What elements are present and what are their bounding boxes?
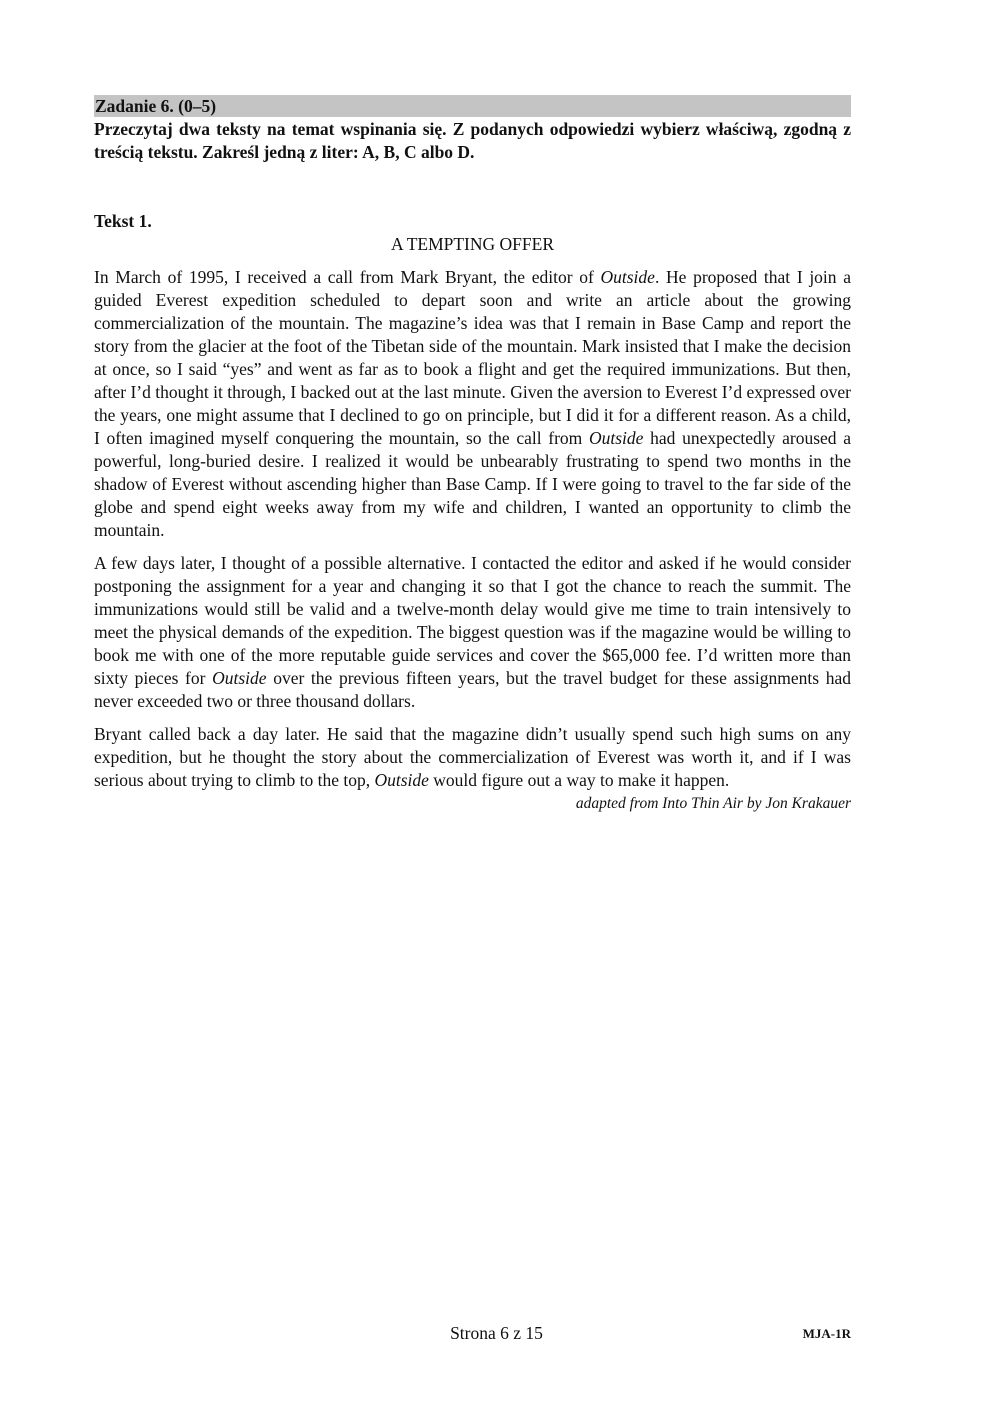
paragraph-1-part-1: In March of 1995, I received a call from Mark Bryant, the editor of	[94, 267, 601, 287]
paragraph-3-part-1: Bryant called back a day later. He said that the magazine didn’t usually spend such high sums on any expedition, but he thought the story about the commercialization of Everest was worth it, and if I was serious about trying to climb to the top,	[94, 724, 851, 790]
exam-code: MJA-1R	[802, 1326, 851, 1341]
magazine-name: Outside	[600, 267, 655, 287]
paragraph-1	[94, 266, 851, 542]
paragraph-2-part-1: A few days later, I thought of a possible alternative. I contacted the editor and asked if he would consider postponing the assignment for a year and changing it so that I got the chance to reach the summit. The immunizations would still be valid and a twelve-month delay would give me time to train intensively to meet the physical demands of the expedition. The biggest question was if the magazine would be willing to book me with one of the more reputable guide services and cover the $65,000 fee. I’d written more than sixty pieces for	[94, 553, 851, 688]
page-number: Strona 6 z 15	[450, 1323, 543, 1343]
task-header: Zadanie 6. (0–5)	[94, 95, 851, 117]
magazine-name: Outside	[589, 428, 644, 448]
paragraph-2	[94, 552, 851, 713]
paragraph-3	[94, 723, 851, 792]
paragraph-2-part-2: over the previous fifteen years, but the travel budget for these assignments had never exceeded two or three thousand dollars.	[94, 668, 851, 711]
source-citation: adapted from Into Thin Air by Jon Krakauer	[575, 795, 851, 812]
magazine-name: Outside	[374, 770, 429, 790]
text-label: Tekst 1.	[94, 211, 152, 231]
paragraph-3-part-2: would figure out a way to make it happen.	[428, 770, 730, 790]
paragraph-1-part-2: . He proposed that I join a guided Everest expedition scheduled to depart soon and write an article about the growing commercialization of the mountain. The magazine’s idea was that I remain in Base Camp and report the story from the glacier at the foot of the Tibetan side of the mountain. Mark insisted that I make the decision at once, so I said “yes” and went as far as to book a flight and get the required immunizations. But then, after I’d thought it through, I backed out at the last minute. Given the aversion to Everest I’d expressed over the years, one might assume that I declined to go on principle, but I did it for a different reason. As a child, I often imagined myself conquering the mountain, so the call from	[94, 267, 851, 448]
magazine-name: Outside	[212, 668, 267, 688]
task-instruction: Przeczytaj dwa teksty na temat wspinania się. Z podanych odpowiedzi wybierz właściwą, zgodną z treścią tekstu. Zakreśl jedną z liter: A, B, C albo D.	[94, 119, 851, 162]
page-content	[94, 95, 851, 814]
paragraph-1-part-3: had unexpectedly aroused a powerful, long-buried desire. I realized it would be unbearably frustrating to spend two months in the shadow of Everest without ascending higher than Base Camp. If I were going to travel to the far side of the globe and spend eight weeks away from my wife and children, I wanted an opportunity to climb the mountain.	[94, 428, 851, 540]
article-title: A TEMPTING OFFER	[390, 234, 555, 254]
